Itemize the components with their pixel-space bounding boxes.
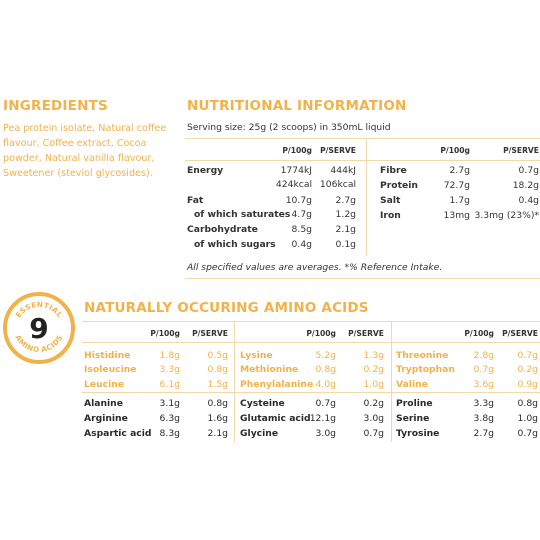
nutrition-value-p100: 72.7g (443, 180, 470, 191)
nutrition-value-p100: 424kcal (275, 179, 312, 190)
amino-value-p100: 1.8g (159, 350, 180, 361)
ingredients-line: flavour, Coffee extract, Cocoa (3, 138, 147, 149)
amino-value-pserve: 0.2g (517, 364, 538, 375)
ingredients-line: Pea protein isolate, Natural coffee (3, 123, 167, 134)
nutrition-row-label: Iron (380, 210, 401, 221)
amino-name: Glycine (240, 428, 279, 439)
nutrition-value-pserve: 106kcal (319, 179, 356, 190)
serving-size: Serving size: 25g (2 scoops) in 350mL liquid (187, 122, 391, 133)
divider (82, 392, 540, 393)
nutrition-row-label: Energy (187, 165, 224, 176)
amino-value-p100: 3.1g (159, 398, 180, 409)
amino-value-p100: 0.7g (473, 364, 494, 375)
nutrition-row-label: Salt (380, 195, 401, 206)
amino-name: Methionine (240, 364, 299, 375)
nutrition-value-pserve: 0.1g (335, 239, 356, 250)
column-divider (391, 322, 392, 442)
nutrition-value-pserve: 0.4g (518, 195, 539, 206)
amino-value-p100: 8.3g (159, 428, 180, 439)
nutrition-row-label: Carbohydrate (187, 224, 258, 235)
amino-value-pserve: 1.6g (207, 413, 228, 424)
badge-curved-text (7, 296, 71, 360)
ingredients-line: powder, Natural vanilla flavour, (3, 153, 155, 164)
nutrition-footnote: All specified values are averages. *% Reference Intake. (187, 262, 443, 273)
amino-name: Tryptophan (396, 364, 455, 375)
amino-name: Alanine (84, 398, 123, 409)
amino-name: Serine (396, 413, 430, 424)
amino-value-p100: 3.6g (473, 379, 494, 390)
amino-value-p100: 2.8g (473, 350, 494, 361)
amino-col-header-pserve: P/SERVE (348, 329, 384, 338)
nutrition-value-pserve: 0.7g (518, 165, 539, 176)
essential-amino-badge (3, 292, 75, 364)
divider (82, 342, 540, 343)
nutrition-value-p100: 13mg (443, 210, 470, 221)
nutrition-heading: NUTRITIONAL INFORMATION (187, 98, 407, 114)
divider (185, 160, 540, 161)
amino-value-pserve: 0.7g (517, 350, 538, 361)
nutrition-value-p100: 10.7g (285, 195, 312, 206)
nutrition-row-label: Fat (187, 195, 204, 206)
nutrition-value-pserve: 444kJ (330, 165, 356, 176)
nutrition-row-label: Protein (380, 180, 418, 191)
amino-value-pserve: 0.7g (517, 428, 538, 439)
nutrition-value-pserve: 18.2g (512, 180, 539, 191)
amino-value-p100: 0.8g (315, 364, 336, 375)
amino-name: Aspartic acid (84, 428, 152, 439)
amino-name: Tyrosine (396, 428, 440, 439)
ingredients-text (3, 121, 166, 181)
amino-value-pserve: 1.5g (207, 379, 228, 390)
col-header-pserve: P/SERVE (320, 146, 356, 155)
svg-text:ESSENTIAL: ESSENTIAL (13, 299, 65, 320)
amino-col-header-p100: P/100g (306, 329, 336, 338)
amino-value-pserve: 1.0g (517, 413, 538, 424)
amino-value-pserve: 0.2g (363, 364, 384, 375)
amino-name: Isoleucine (84, 364, 137, 375)
column-divider (366, 139, 367, 255)
nutrition-value-p100: 1.7g (449, 195, 470, 206)
badge-number: 9 (29, 312, 49, 345)
amino-value-pserve: 1.3g (363, 350, 384, 361)
amino-value-p100: 6.1g (159, 379, 180, 390)
amino-name: Valine (396, 379, 428, 390)
amino-name: Cysteine (240, 398, 285, 409)
column-divider (234, 322, 235, 442)
amino-name: Threonine (396, 350, 449, 361)
amino-value-pserve: 1.0g (363, 379, 384, 390)
amino-name: Leucine (84, 379, 124, 390)
amino-value-pserve: 0.7g (363, 428, 384, 439)
amino-value-p100: 4.0g (315, 379, 336, 390)
nutrition-value-p100: 2.7g (449, 165, 470, 176)
amino-col-header-pserve: P/SERVE (192, 329, 228, 338)
nutrition-value-pserve: 3.3mg (23%)* (474, 210, 539, 221)
amino-value-pserve: 0.8g (207, 364, 228, 375)
col-header-pserve: P/SERVE (503, 146, 539, 155)
amino-value-p100: 3.3g (159, 364, 180, 375)
amino-value-pserve: 0.8g (517, 398, 538, 409)
divider (82, 321, 540, 322)
col-header-p100: P/100g (282, 146, 312, 155)
amino-value-p100: 0.7g (315, 398, 336, 409)
divider (185, 138, 540, 139)
svg-text:AMINO ACIDS: AMINO ACIDS (13, 333, 65, 355)
amino-col-header-p100: P/100g (464, 329, 494, 338)
amino-value-p100: 3.0g (315, 428, 336, 439)
nutrition-value-pserve: 2.1g (335, 224, 356, 235)
amino-value-pserve: 0.5g (207, 350, 228, 361)
amino-value-pserve: 0.9g (517, 379, 538, 390)
amino-heading: NATURALLY OCCURING AMINO ACIDS (84, 300, 369, 316)
amino-name: Glutamic acid (240, 413, 311, 424)
amino-name: Phenylalanine (240, 379, 314, 390)
amino-value-pserve: 3.0g (363, 413, 384, 424)
nutrition-row-label: of which saturates (194, 209, 291, 220)
nutrition-value-p100: 8.5g (291, 224, 312, 235)
col-header-p100: P/100g (440, 146, 470, 155)
amino-value-pserve: 0.8g (207, 398, 228, 409)
nutrition-row-label: Fibre (380, 165, 407, 176)
amino-value-pserve: 0.2g (363, 398, 384, 409)
ingredients-line: Sweetener (steviol glycosides). (3, 168, 153, 179)
amino-value-p100: 5.2g (315, 350, 336, 361)
nutrition-value-pserve: 1.2g (335, 209, 356, 220)
divider (185, 278, 540, 279)
amino-name: Arginine (84, 413, 128, 424)
amino-value-pserve: 2.1g (207, 428, 228, 439)
nutrition-row-label: of which sugars (194, 239, 276, 250)
ingredients-heading: INGREDIENTS (3, 98, 108, 114)
amino-value-p100: 3.3g (473, 398, 494, 409)
amino-col-header-p100: P/100g (150, 329, 180, 338)
amino-value-p100: 3.8g (473, 413, 494, 424)
nutrition-value-p100: 0.4g (291, 239, 312, 250)
nutrition-value-pserve: 2.7g (335, 195, 356, 206)
amino-col-header-pserve: P/SERVE (502, 329, 538, 338)
amino-value-p100: 6.3g (159, 413, 180, 424)
amino-value-p100: 2.7g (473, 428, 494, 439)
amino-value-p100: 12.1g (309, 413, 336, 424)
nutrition-value-p100: 4.7g (291, 209, 312, 220)
amino-name: Histidine (84, 350, 131, 361)
amino-name: Lysine (240, 350, 273, 361)
nutrition-value-p100: 1774kJ (280, 165, 312, 176)
amino-name: Proline (396, 398, 433, 409)
